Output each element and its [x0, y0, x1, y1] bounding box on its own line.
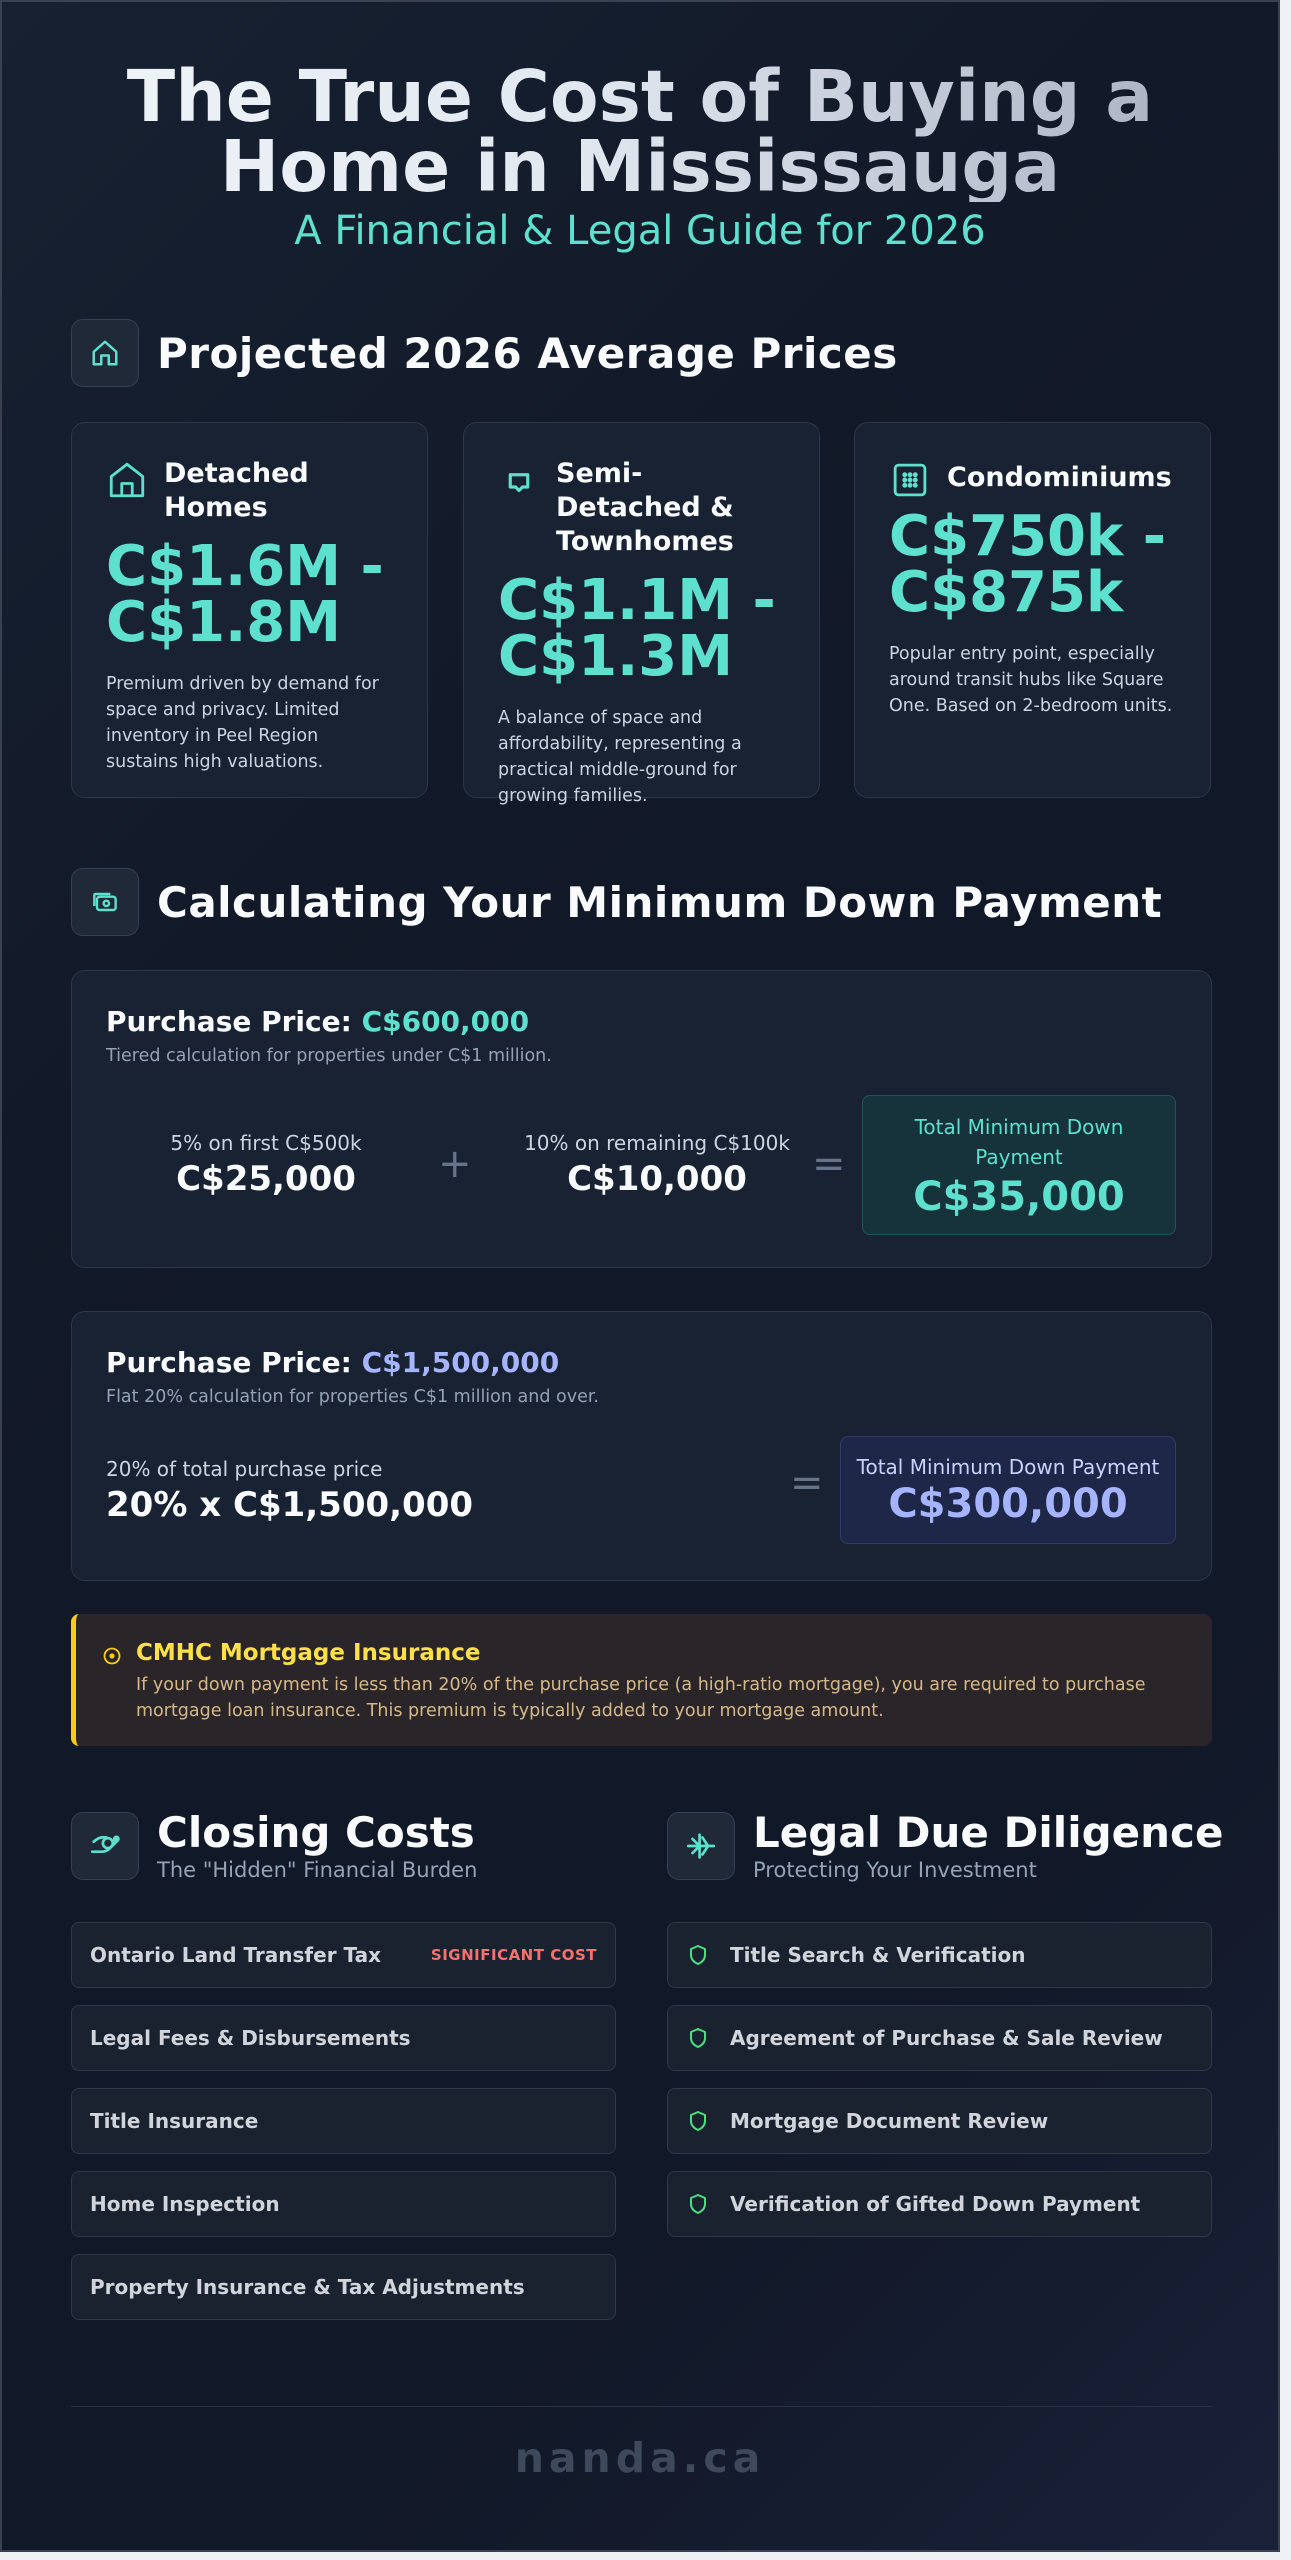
legal-item: Verification of Gifted Down Payment [667, 2171, 1212, 2237]
price-card-condo [854, 422, 1211, 798]
example-note: Tiered calculation for properties under C$1 million. [106, 1046, 552, 1066]
legal-subtitle: Protecting Your Investment [753, 1858, 1037, 1882]
cash-icon [71, 868, 139, 936]
closing-cost-item: Property Insurance & Tax Adjustments [71, 2254, 616, 2320]
example-title: Purchase Price: C$1,500,000 [106, 1346, 560, 1379]
legal-item: Agreement of Purchase & Sale Review [667, 2005, 1212, 2071]
closing-costs-subtitle: The "Hidden" Financial Burden [157, 1858, 478, 1882]
alert-text: If your down payment is less than 20% of the purchase price (a high-ratio mortgage), you are required to purchase mortgage loan insurance. This premium is typically added to your mortgage amount. [136, 1675, 1146, 1721]
price-card-description: A balance of space and affordability, representing a practical middle-ground for growing families. [498, 708, 742, 806]
price-card-description: Premium driven by demand for space and privacy. Limited inventory in Peel Region sustains high valuations. [106, 674, 379, 772]
example-title: Purchase Price: C$600,000 [106, 1005, 530, 1038]
step-tier-1: 5% on first C$500k C$25,000 [170, 1131, 362, 1199]
price-card-price: C$1.1M - C$1.3M [498, 568, 776, 689]
step-tier-2: 10% on remaining C$100k C$10,000 [524, 1131, 790, 1199]
price-card-detached [71, 422, 428, 798]
equals-operator: = [790, 1460, 824, 1506]
page-title: The True Cost of Buying a Home in Mississauga [2, 62, 1278, 202]
home-icon [71, 319, 139, 387]
legal-item: Mortgage Document Review [667, 2088, 1212, 2154]
prices-section-title: Projected 2026 Average Prices [157, 328, 898, 378]
header [2, 55, 1278, 254]
example-note: Flat 20% calculation for properties C$1 million and over. [106, 1387, 599, 1407]
info-icon [102, 1646, 122, 1666]
legal-header [667, 1810, 1223, 1882]
closing-cost-item: Title Insurance [71, 2088, 616, 2154]
closing-cost-item: Ontario Land Transfer Tax SIGNIFICANT COST [71, 1922, 616, 1988]
scales-icon [667, 1812, 735, 1880]
alert-title: CMHC Mortgage Insurance [136, 1640, 481, 1666]
price-card-description: Popular entry point, especially around transit hubs like Square One. Based on 2-bedroom units. [889, 644, 1173, 716]
price-card-name: Condominiums [947, 462, 1172, 493]
price-card-price: C$1.6M - C$1.8M [106, 534, 384, 655]
shield-icon [686, 2109, 710, 2133]
equals-operator: = [812, 1141, 846, 1187]
down-payment-section-header [71, 868, 1162, 936]
legal-item: Title Search & Verification [667, 1922, 1212, 1988]
total-value: C$35,000 [913, 1174, 1125, 1220]
total-box-indigo: Total Minimum Down Payment C$300,000 [840, 1436, 1176, 1544]
price-card-semi-detached [463, 422, 820, 806]
closing-costs-title: Closing Costs [157, 1808, 475, 1857]
price-card-name: Detached Homes [164, 458, 309, 523]
plus-operator: + [438, 1141, 472, 1187]
example-price: C$1,500,000 [361, 1346, 560, 1379]
closing-costs-header [71, 1810, 477, 1882]
down-payment-section-title: Calculating Your Minimum Down Payment [157, 877, 1163, 927]
footer-brand-link[interactable]: nanda.ca [514, 2434, 766, 2482]
down-payment-example-600k [71, 970, 1212, 1268]
legal-title: Legal Due Diligence [753, 1808, 1224, 1857]
closing-cost-item: Home Inspection [71, 2171, 616, 2237]
example-price: C$600,000 [361, 1005, 530, 1038]
cmhc-alert [71, 1614, 1212, 1746]
total-value: C$300,000 [888, 1481, 1128, 1527]
page-subtitle: A Financial & Legal Guide for 2026 [294, 208, 986, 254]
shield-icon [686, 2026, 710, 2050]
house-icon [106, 459, 148, 501]
total-box-teal: Total Minimum Down Payment C$35,000 [862, 1095, 1176, 1235]
prices-section-header [71, 319, 898, 387]
closing-cost-item: Legal Fees & Disbursements [71, 2005, 616, 2071]
price-card-name: Semi-Detached & Townhomes [556, 458, 734, 557]
shield-icon [686, 2192, 710, 2216]
building-icon [889, 459, 931, 501]
price-card-price: C$750k - C$875k [889, 504, 1166, 625]
money-hand-icon [71, 1812, 139, 1880]
down-payment-example-1500k [71, 1311, 1212, 1581]
footer-divider [71, 2406, 1212, 2407]
shield-icon [686, 1943, 710, 1967]
townhome-icon [498, 459, 540, 501]
step-flat: 20% of total purchase price 20% x C$1,500,000 [106, 1457, 474, 1525]
significant-cost-badge: SIGNIFICANT COST [430, 1946, 597, 1964]
